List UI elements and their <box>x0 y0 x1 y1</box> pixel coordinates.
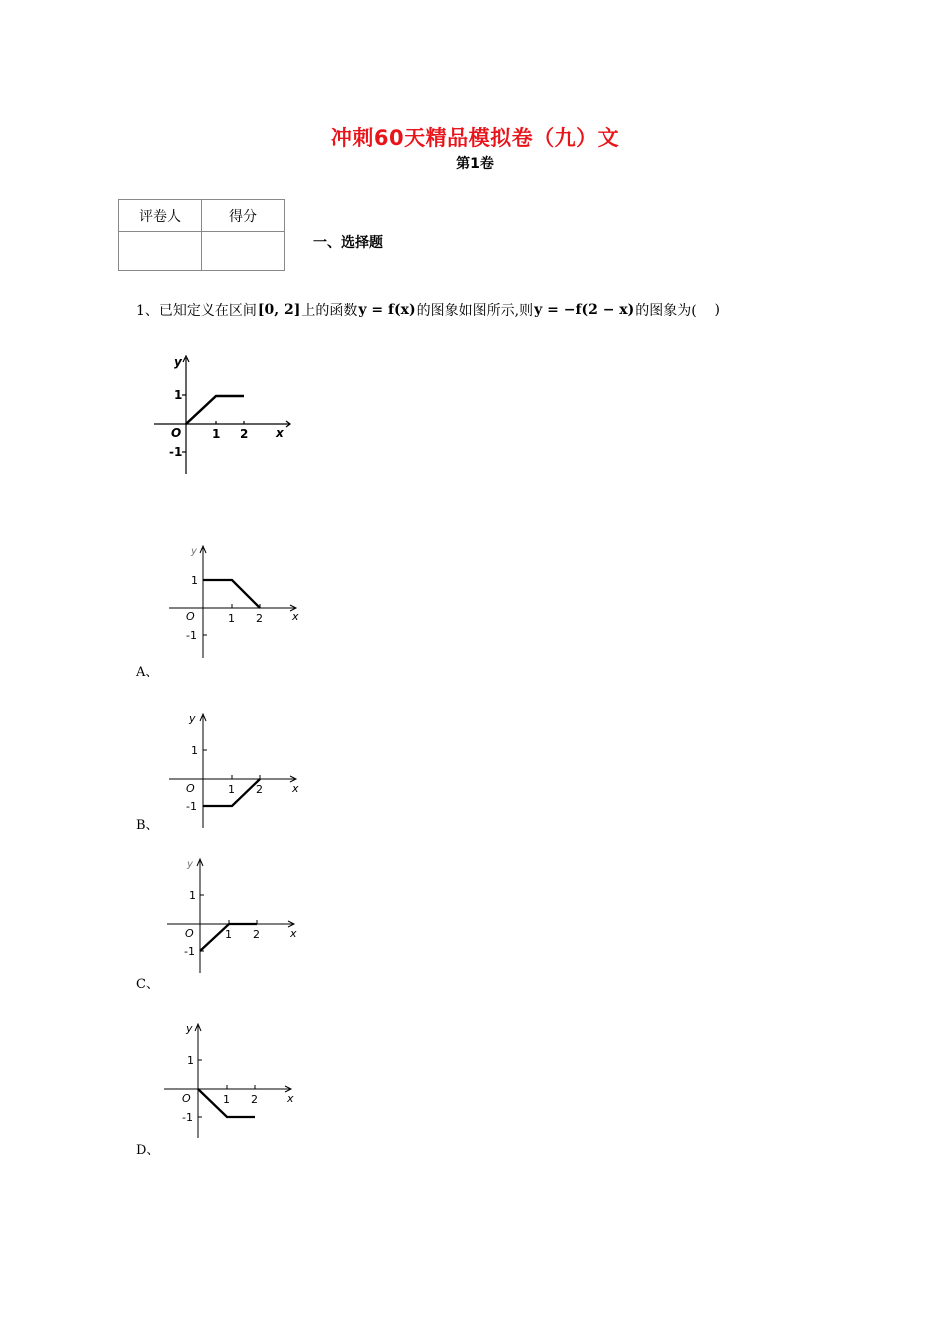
tick-label-x-2: 2 <box>256 612 263 625</box>
transformed-function-formula: y = −f(2 − x) <box>534 302 635 318</box>
option-c-label[interactable]: C、 <box>136 977 159 992</box>
score-table-header-reviewer: 评卷人 <box>119 200 202 232</box>
answer-blank: ) <box>696 302 721 318</box>
tick-label-y-1: 1 <box>187 1054 194 1067</box>
question-text-1: 1、已知定义在区间 <box>136 303 257 319</box>
question-text-2: 上的函数 <box>301 303 358 319</box>
page-subtitle: 第1卷 <box>456 156 494 172</box>
origin-label: O <box>182 1092 191 1105</box>
x-axis-label: x <box>292 610 299 623</box>
option-d-graph <box>162 1018 302 1140</box>
option-a-label[interactable]: A、 <box>136 665 159 680</box>
score-table-cell-reviewer[interactable] <box>119 232 202 271</box>
interval-formula: [0, 2] <box>257 302 301 318</box>
option-b-graph <box>165 710 305 830</box>
x-axis-label: x <box>290 927 297 940</box>
y-axis-label: y <box>191 546 197 557</box>
origin-label: O <box>171 426 182 440</box>
tick-label-x-1: 1 <box>228 612 235 625</box>
tick-label-x-1: 1 <box>228 783 235 796</box>
page-title: 冲刺60天精品模拟卷（九）文 <box>330 126 620 150</box>
tick-label-y-neg1: -1 <box>169 445 183 459</box>
section-heading: 一、选择题 <box>313 235 383 251</box>
score-table-cell-score[interactable] <box>202 232 285 271</box>
tick-label-y-1: 1 <box>191 744 198 757</box>
tick-label-x-1: 1 <box>212 427 221 441</box>
question-text-3: 的图象如图所示,则 <box>416 303 534 319</box>
function-curve <box>186 396 244 424</box>
tick-label-y-1: 1 <box>189 889 196 902</box>
tick-label-y-neg1: -1 <box>182 1111 193 1124</box>
y-axis-label: y <box>187 859 193 870</box>
tick-label-x-2: 2 <box>256 783 263 796</box>
tick-label-x-1: 1 <box>225 928 232 941</box>
option-c-graph <box>165 855 305 977</box>
tick-label-x-2: 2 <box>253 928 260 941</box>
option-b-label[interactable]: B、 <box>136 818 159 833</box>
origin-label: O <box>186 782 195 795</box>
score-table-header-score: 得分 <box>202 200 285 232</box>
tick-label-y-neg1: -1 <box>186 629 197 642</box>
option-d-label[interactable]: D、 <box>136 1143 160 1158</box>
tick-label-x-2: 2 <box>240 427 249 441</box>
original-graph <box>150 350 300 480</box>
origin-label: O <box>186 610 195 623</box>
x-axis-label: x <box>276 426 284 440</box>
tick-label-x-1: 1 <box>223 1093 230 1106</box>
origin-label: O <box>185 927 194 940</box>
tick-label-y-neg1: -1 <box>184 945 195 958</box>
tick-label-y-1: 1 <box>174 388 183 402</box>
function-formula: y = f(x) <box>358 302 416 318</box>
y-axis-label: y <box>186 1022 193 1035</box>
option-a-curve <box>203 580 260 608</box>
question-1 <box>136 300 720 320</box>
tick-label-y-1: 1 <box>191 574 198 587</box>
question-text-4: 的图象为( <box>635 303 697 319</box>
y-axis-label: y <box>174 355 182 369</box>
tick-label-x-2: 2 <box>251 1093 258 1106</box>
score-table <box>118 199 285 271</box>
x-axis-label: x <box>292 782 299 795</box>
x-axis-label: x <box>287 1092 294 1105</box>
y-axis-label: y <box>189 712 196 725</box>
option-a-graph <box>165 540 305 662</box>
tick-label-y-neg1: -1 <box>186 800 197 813</box>
